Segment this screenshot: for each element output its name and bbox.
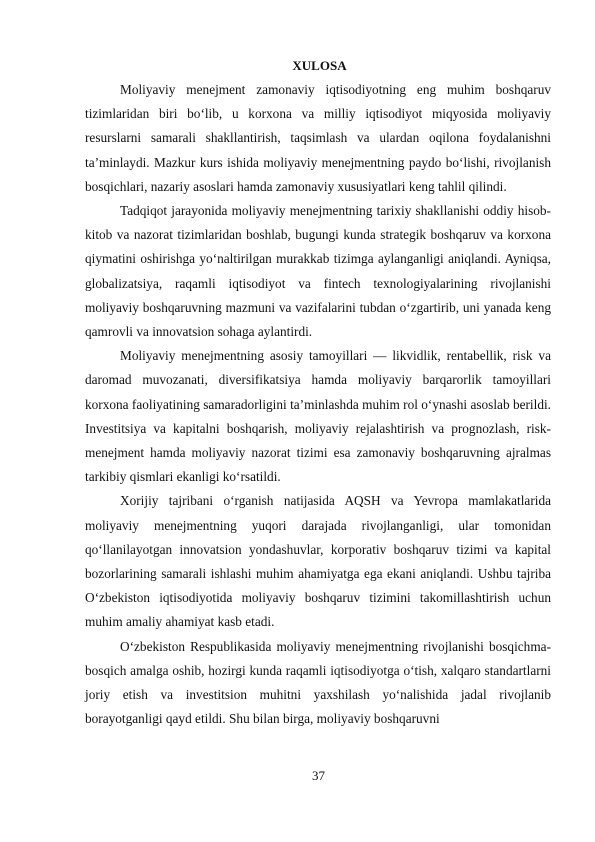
paragraph-5: O‘zbekiston Respublikasida moliyaviy menejmentning rivojlanishi bosqichma-bosqich amalga oshib, hozirgi kunda raqamli iqtisodiyotga o‘tish, xalqaro standartlarni joriy etish va investitsion muhitni yaxshilash yo‘nalishida jadal rivojlanib borayotganligi qayd etildi. Shu bilan birga, moliyaviy boshqaruvni — [85, 638, 551, 727]
paragraph-4: Xorijiy tajribani o‘rganish natijasida AQSH va Yevropa mamlakatlarida moliyaviy menejmentning yuqori darajada rivojlanganligi, ular tomonidan qo‘llanilayotgan innovatsion yondashuvlar, korporativ boshqaruv tizimi va kapital bozorlarining samarali ishlashi muhim ahamiyatga ega ekani aniqlandi. Ushbu tajriba O‘zbekiston iqtisodiyotida moliyaviy boshqaruv tizimini takomillashtirish uchun muhim amaliy ahamiyat kasb etadi. — [85, 493, 551, 630]
page-number: 37 — [312, 768, 325, 783]
paragraph-2: Tadqiqot jarayonida moliyaviy menejmentning tarixiy shakllanishi oddiy hisob-kitob va nazorat tizimlaridan boshlab, bugungi kunda strategik boshqaruv va korxona qiymatini oshirishga yo‘naltirilgan murakkab tizimga aylanganligi aniqlandi. Ayniqsa, globalizatsiya, raqamli iqtisodiyot va fintech texnologiyalarining rivojlanishi moliyaviy boshqaruvning mazmuni va vazifalarini tubdan o‘zgartirib, uni yanada keng qamrovli va innovatsion sohaga aylantirdi. — [85, 203, 551, 340]
paragraph-1: Moliyaviy menejment zamonaviy iqtisodiyotning eng muhim boshqaruv tizimlaridan biri bo‘lib, u korxona va milliy iqtisodiyot miqyosida moliyaviy resurslarni samarali shakllantirish, taqsimlash va ulardan oqilona foydalanishni ta’minlaydi. Mazkur kurs ishida moliyaviy menejmentning paydo bo‘lishi, rivojlanish bosqichlari, nazariy asoslari hamda zamonaviy xususiyatlari keng tahlil qilindi. — [85, 82, 551, 194]
paragraph-3: Moliyaviy menejmentning asosiy tamoyillari — likvidlik, rentabellik, risk va daromad muvozanati, diversifikatsiya hamda moliyaviy barqarorlik tamoyillari korxona faoliyatining samaradorligini ta’minlashda muhim rol o‘ynashi asoslab berildi. Investitsiya va kapitalni boshqarish, moliyaviy rejalashtirish va prognozlash, risk-menejment hamda moliyaviy nazorat tizimi esa zamonaviy boshqaruvning ajralmas tarkibiy qismlari ekanligi ko‘rsatildi. — [85, 348, 551, 485]
page-title: XULOSA — [292, 58, 347, 73]
document-body — [85, 54, 551, 731]
